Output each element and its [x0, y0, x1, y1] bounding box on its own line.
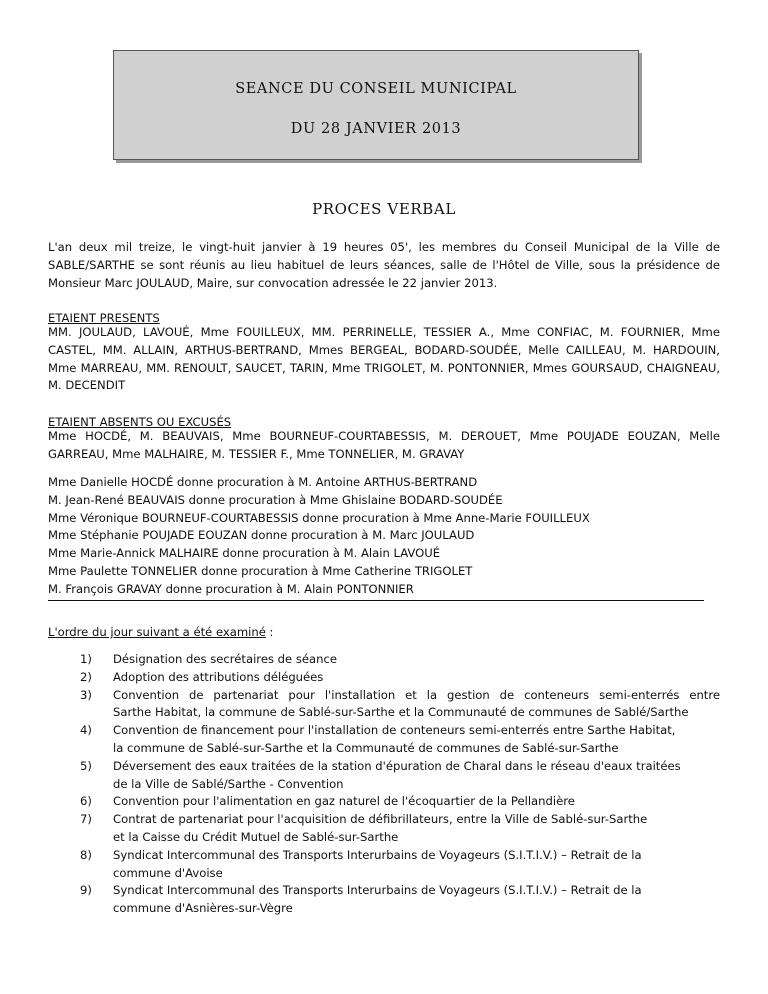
- procurations-list: [48, 474, 720, 599]
- session-date: DU 28 JANVIER 2013: [290, 121, 462, 137]
- agenda-item-text: commune d'Avoise: [113, 865, 223, 880]
- agenda-heading-colon: :: [265, 625, 274, 639]
- agenda-item-text: Syndicat Intercommunal des Transports Interurbains de Voyageurs (S.I.T.I.V.) – Retrait de la: [113, 883, 642, 898]
- agenda-heading: [48, 624, 720, 642]
- agenda-item-text: Convention de financement pour l'installation de conteneurs semi-enterrés entre Sarthe Habitat,: [113, 723, 676, 738]
- procuration-line: Mme Marie-Annick MALHAIRE donne procuration à M. Alain LAVOUÉ: [48, 546, 441, 561]
- agenda-item: [80, 687, 720, 723]
- procuration-line: M. Jean-René BEAUVAIS donne procuration à Mme Ghislaine BODARD-SOUDÉE: [48, 492, 503, 507]
- present-heading: ETAIENT PRESENTS: [48, 311, 160, 325]
- title-box: [113, 50, 639, 160]
- agenda-item-number: 5): [80, 758, 92, 773]
- agenda-item-text: de la Ville de Sablé/Sarthe - Convention: [113, 776, 344, 791]
- agenda-heading-text: L'ordre du jour suivant a été examiné: [48, 625, 266, 639]
- agenda-item-number: 8): [80, 847, 92, 862]
- agenda-item-text: Déversement des eaux traitées de la station d'épuration de Charal dans le réseau d'eaux traitées: [113, 758, 681, 773]
- proces-verbal-title: PROCES VERBAL: [312, 200, 456, 218]
- absent-list: Mme HOCDÉ, M. BEAUVAIS, Mme BOURNEUF-COURTABESSIS, M. DEROUET, Mme POUJADE EOUZAN, Melle GARREAU, Mme MALHAIRE, M. TESSIER F., Mme TONNELIER, M. GRAVAY: [48, 429, 720, 461]
- agenda-list: [80, 651, 720, 918]
- procuration-line: Mme Danielle HOCDÉ donne procuration à M. Antoine ARTHUS-BERTRAND: [48, 475, 478, 489]
- agenda-item-text: Sarthe Habitat, la commune de Sablé-sur-Sarthe et la Communauté de communes de Sablé/Sarthe: [113, 705, 689, 720]
- agenda-item-text: Convention de partenariat pour l'installation et la gestion de conteneurs semi-enterrés entre: [113, 687, 720, 702]
- procuration-line: Mme Paulette TONNELIER donne procuration à Mme Catherine TRIGOLET: [48, 563, 473, 578]
- intro-paragraph: L'an deux mil treize, le vingt-huit janvier à 19 heures 05', les membres du Conseil Municipal de la Ville de SABLE/SARTHE se sont réunis au lieu habituel de leurs séances, salle de l'Hôtel de Ville, sous la présidence de Monsieur Marc JOULAUD, Maire, sur convocation adressée le 22 janvier 2013.: [48, 240, 720, 290]
- agenda-item-text: Syndicat Intercommunal des Transports Interurbains de Voyageurs (S.I.T.I.V.) – Retrait de la: [113, 847, 642, 862]
- agenda-item-text: Convention pour l'alimentation en gaz naturel de l'écoquartier de la Pellandière: [113, 794, 575, 809]
- agenda-item-text: Désignation des secrétaires de séance: [113, 652, 337, 666]
- agenda-item: [80, 651, 720, 669]
- agenda-item-text: Adoption des attributions déléguées: [113, 669, 324, 684]
- agenda-item: [80, 722, 720, 758]
- agenda-item-text: Contrat de partenariat pour l'acquisition de défibrillateurs, entre la Ville de Sablé-sur-Sarthe: [113, 812, 648, 827]
- agenda-item: [80, 882, 720, 918]
- agenda-item-number: 2): [80, 669, 92, 684]
- agenda-item-number: 1): [80, 652, 92, 666]
- agenda-item: [80, 669, 720, 687]
- agenda-item-text: commune d'Asnières-sur-Vègre: [113, 901, 293, 916]
- procuration-line: M. François GRAVAY donne procuration à M. Alain PONTONNIER: [48, 581, 414, 596]
- agenda-item: [80, 758, 720, 794]
- present-list: MM. JOULAUD, LAVOUÉ, Mme FOUILLEUX, MM. PERRINELLE, TESSIER A., Mme CONFIAC, M. FOURNIER, Mme CASTEL, MM. ALLAIN, ARTHUS-BERTRAND, Mmes BERGEAL, BODARD-SOUDÉE, Melle CAILLEAU, M. HARDOUIN, Mme MARREAU, MM. RENOULT, SAUCET, TARIN, Mme TRIGOLET, M. PONTONNIER, Mmes GOURSAUD, CHAIGNEAU, M. DECENDIT: [48, 325, 720, 393]
- agenda-item-text: et la Caisse du Crédit Mutuel de Sablé-sur-Sarthe: [113, 829, 399, 844]
- agenda-item-number: 4): [80, 723, 92, 738]
- absent-heading: ETAIENT ABSENTS OU EXCUSÉS: [48, 415, 232, 429]
- separator-rule: [48, 600, 704, 601]
- agenda-item-number: 7): [80, 812, 92, 827]
- agenda-item-number: 9): [80, 883, 92, 898]
- session-title: SEANCE DU CONSEIL MUNICIPAL: [235, 81, 517, 97]
- procuration-line: Mme Stéphanie POUJADE EOUZAN donne procuration à M. Marc JOULAUD: [48, 528, 475, 543]
- agenda-item-text: la commune de Sablé-sur-Sarthe et la Communauté de communes de Sablé-sur-Sarthe: [113, 740, 619, 755]
- agenda-item: [80, 811, 720, 847]
- agenda-item: [80, 793, 720, 811]
- agenda-item: [80, 847, 720, 883]
- procuration-line: Mme Véronique BOURNEUF-COURTABESSIS donne procuration à Mme Anne-Marie FOUILLEUX: [48, 510, 590, 525]
- agenda-item-number: 3): [80, 687, 92, 702]
- agenda-item-number: 6): [80, 794, 92, 809]
